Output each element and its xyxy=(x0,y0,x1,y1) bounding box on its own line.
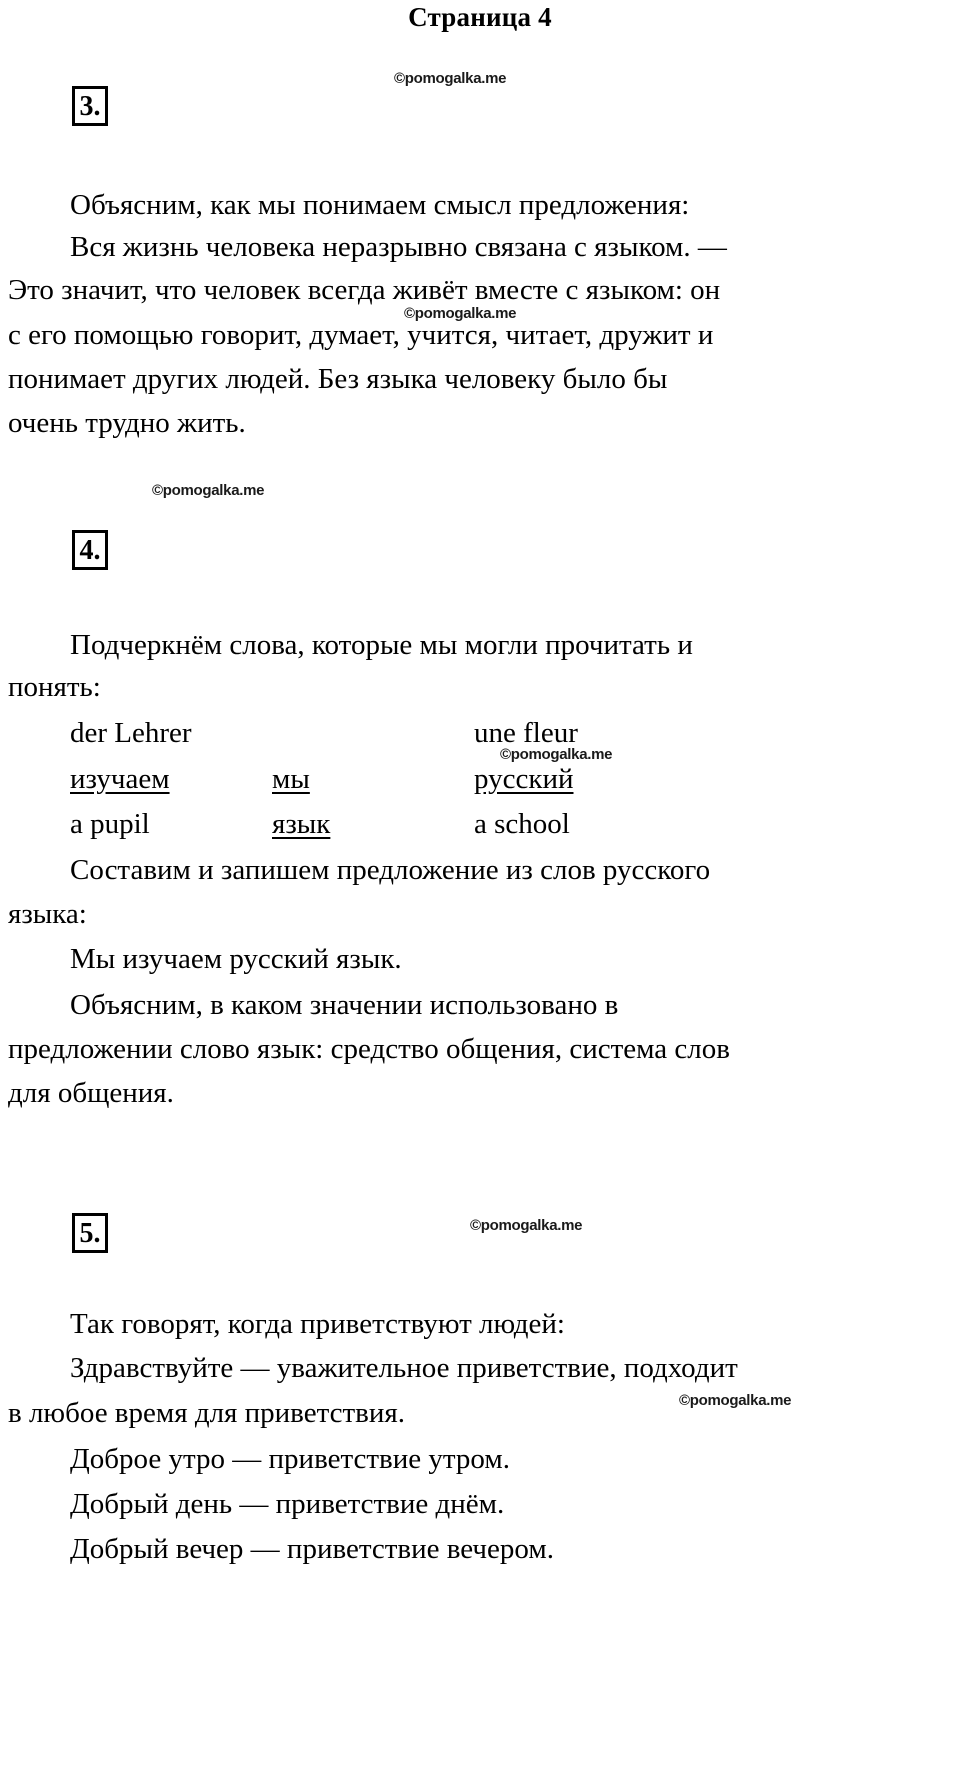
exercise-5-line: Добрый день — приветствие днём. xyxy=(70,1488,505,1520)
word-grid-cell-underlined: мы xyxy=(272,763,310,795)
exercise-3-line: Это значит, что человек всегда живёт вместе с языком: он xyxy=(8,274,721,306)
word-grid-cell: a school xyxy=(474,808,570,840)
exercise-3-line: Объясним, как мы понимаем смысл предложения: xyxy=(70,189,690,221)
exercise-4-line: для общения. xyxy=(8,1077,174,1109)
exercise-5-line: в любое время для приветствия. xyxy=(8,1397,405,1429)
watermark: ©pomogalka.me xyxy=(394,70,507,87)
exercise-5-line: Так говорят, когда приветствуют людей: xyxy=(70,1308,565,1340)
exercise-3-line: понимает других людей. Без языка человеку было бы xyxy=(8,363,668,395)
word-grid-cell: der Lehrer xyxy=(70,717,192,749)
exercise-3-line: Вся жизнь человека неразрывно связана с языком. — xyxy=(70,231,727,263)
word-grid-cell-underlined: изучаем xyxy=(70,763,170,795)
exercise-5-line: Здравствуйте — уважительное приветствие, подходит xyxy=(70,1352,738,1384)
exercise-4-line: понять: xyxy=(8,671,101,703)
exercise-4-line: Мы изучаем русский язык. xyxy=(70,943,402,975)
exercise-5-line: Добрый вечер — приветствие вечером. xyxy=(70,1533,554,1565)
exercise-number-3: 3. xyxy=(72,86,108,126)
exercise-4-line: Объясним, в каком значении использовано в xyxy=(70,989,619,1021)
exercise-4-line: Подчеркнём слова, которые мы могли прочитать и xyxy=(70,629,693,661)
exercise-number-4: 4. xyxy=(72,530,108,570)
watermark: ©pomogalka.me xyxy=(500,746,613,763)
exercise-3-line: очень трудно жить. xyxy=(8,407,246,439)
exercise-5-line: Доброе утро — приветствие утром. xyxy=(70,1443,510,1475)
word-grid-cell: a pupil xyxy=(70,808,150,840)
exercise-4-line: Составим и запишем предложение из слов русского xyxy=(70,854,711,886)
exercise-4-line: языка: xyxy=(8,898,87,930)
watermark: ©pomogalka.me xyxy=(470,1217,583,1234)
exercise-number-5: 5. xyxy=(72,1213,108,1253)
word-grid-cell: une fleur xyxy=(474,717,578,749)
watermark: ©pomogalka.me xyxy=(404,305,517,322)
exercise-4-line: предложении слово язык: средство общения, система слов xyxy=(8,1033,730,1065)
page-title: Страница 4 xyxy=(408,2,552,32)
word-grid-cell-underlined: русский xyxy=(474,763,574,795)
watermark: ©pomogalka.me xyxy=(152,482,265,499)
exercise-3-line: с его помощью говорит, думает, учится, читает, дружит и xyxy=(8,319,714,351)
word-grid-cell-underlined: язык xyxy=(272,808,331,840)
watermark: ©pomogalka.me xyxy=(679,1392,792,1409)
